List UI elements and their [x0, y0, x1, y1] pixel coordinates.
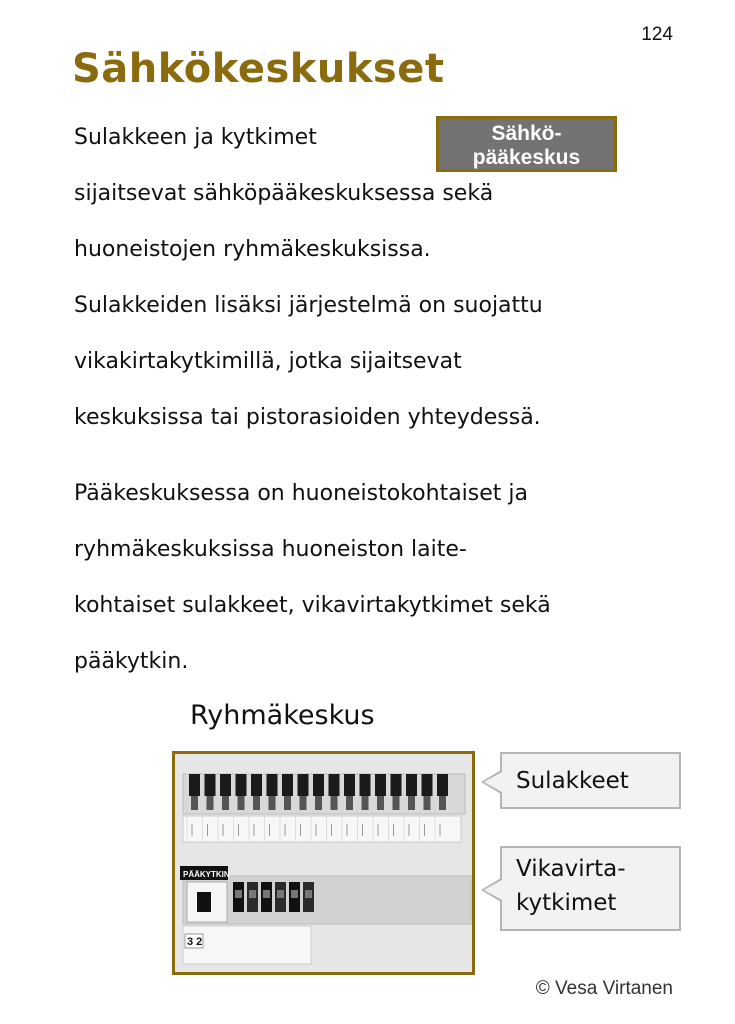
rcd-breaker: [275, 882, 286, 912]
page-number: 124: [641, 24, 673, 45]
rcd-callout-line2: kytkimet: [516, 890, 617, 916]
page-title: Sähkökeskukset: [72, 46, 445, 92]
rcd-breaker: [233, 882, 244, 912]
paragraph-2-line: kohtaiset sulakkeet, vikavirtakytkimet sekä: [74, 593, 551, 618]
paragraph-2-line: pääkytkin.: [74, 649, 189, 674]
main-panel-label-line1: Sähkö-: [491, 122, 562, 145]
paragraph-1-line: Sulakkeen ja kytkimet: [74, 125, 317, 150]
paragraph-1: [74, 110, 694, 446]
paragraph-1-line: huoneistojen ryhmäkeskuksissa.: [74, 237, 431, 262]
rcd-breaker: [303, 882, 314, 912]
fuses-callout-text: Sulakkeet: [516, 768, 629, 794]
paragraph-2: [74, 466, 694, 690]
paragraph-2-line: Pääkeskuksessa on huoneistokohtaiset ja: [74, 481, 529, 506]
circuit-number: 3 2: [187, 936, 203, 948]
paragraph-1-line: Sulakkeiden lisäksi järjestelmä on suojattu: [74, 293, 543, 318]
distribution-board-photo: [172, 751, 475, 975]
fuse-row: [189, 774, 448, 810]
main-panel-label-line2: pääkeskus: [472, 146, 581, 169]
rcd-breaker: [289, 882, 300, 912]
rcd-callout: [500, 846, 681, 931]
paragraph-1-line: sijaitsevat sähköpääkeskuksessa sekä: [74, 181, 494, 206]
main-switch: [197, 892, 211, 912]
figure-caption: Ryhmäkeskus: [190, 700, 375, 731]
distribution-board-illustration: [175, 754, 472, 972]
rcd-callout-line1: Vikavirta-: [516, 856, 626, 882]
fuses-callout: [500, 752, 681, 809]
paragraph-2-line: ryhmäkeskuksissa huoneiston laite-: [74, 537, 467, 562]
copyright: © Vesa Virtanen: [535, 978, 673, 999]
paragraph-1-line: keskuksissa tai pistorasioiden yhteydessä.: [74, 405, 541, 430]
rcd-breaker: [247, 882, 258, 912]
paragraph-1-line: vikakirtakytkimillä, jotka sijaitsevat: [74, 349, 462, 374]
main-switch-label: PÄÄKYTKIN: [183, 870, 230, 879]
rcd-breaker: [261, 882, 272, 912]
